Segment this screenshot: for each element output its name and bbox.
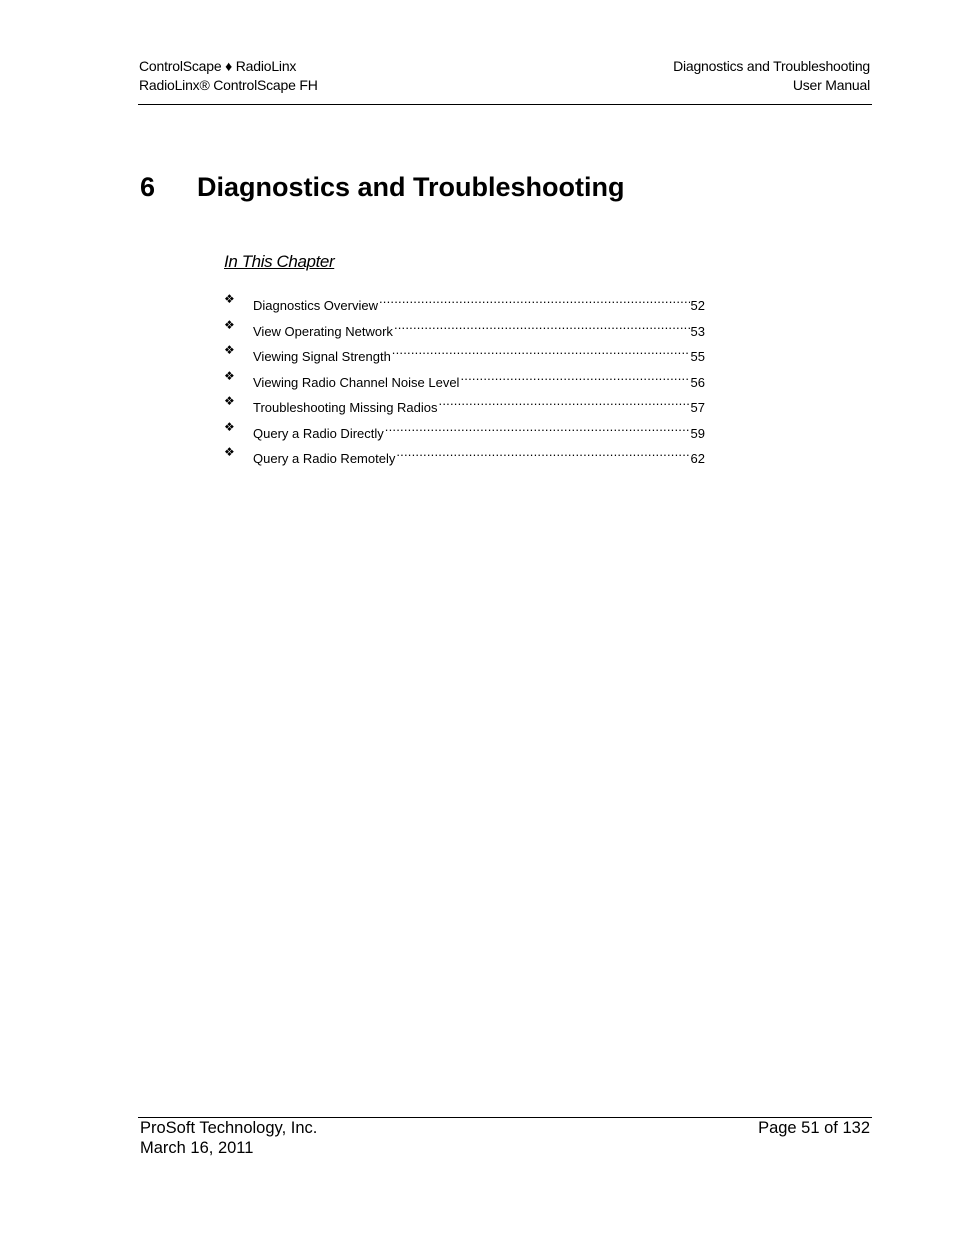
toc-dot-leader: [439, 390, 690, 412]
toc-dot-leader: [392, 339, 690, 361]
footer-left: [140, 1119, 317, 1158]
toc-item-page: 59: [690, 425, 705, 441]
toc-item-page: 52: [690, 298, 705, 313]
four-diamond-bullet-icon: ❖: [224, 419, 235, 434]
four-diamond-bullet-icon: ❖: [224, 292, 235, 306]
toc-dot-leader: [460, 365, 689, 387]
toc-item[interactable]: [224, 288, 705, 314]
footer-company: ProSoft Technology, Inc.: [140, 1119, 318, 1137]
footer-divider: [138, 1117, 872, 1118]
toc-dot-leader: [394, 314, 690, 336]
toc-item-title: Diagnostics Overview: [253, 298, 378, 313]
four-diamond-bullet-icon: ❖: [224, 368, 235, 383]
toc-item-page: 57: [690, 400, 705, 415]
toc-item-title: Viewing Signal Strength: [253, 349, 391, 364]
header-divider: [138, 104, 872, 105]
toc-item-page: 55: [690, 349, 705, 364]
toc-item-page: 56: [690, 374, 705, 390]
chapter-title: Diagnostics and Troubleshooting: [197, 172, 625, 202]
toc-item-title: Viewing Radio Channel Noise Level: [253, 374, 460, 390]
footer-date: March 16, 2011: [140, 1138, 254, 1157]
toc-dot-leader: [379, 288, 690, 310]
toc-item-page: 62: [690, 451, 705, 466]
toc-item[interactable]: [224, 390, 705, 416]
chapter-toc-list: [224, 288, 705, 467]
four-diamond-bullet-icon: ❖: [224, 317, 235, 332]
page-header: [139, 57, 870, 97]
header-section-title: Diagnostics and Troubleshooting: [673, 58, 870, 74]
footer-page-number: Page 51 of 132: [758, 1119, 870, 1137]
header-right: [673, 57, 870, 95]
toc-item[interactable]: [224, 416, 705, 442]
toc-dot-leader: [385, 416, 690, 438]
chapter-heading: [140, 169, 625, 205]
toc-item[interactable]: [224, 441, 705, 467]
four-diamond-bullet-icon: ❖: [224, 343, 235, 357]
toc-entry-link[interactable]: [253, 441, 705, 470]
toc-item[interactable]: [224, 339, 705, 365]
toc-item[interactable]: [224, 365, 705, 391]
header-product-subline: RadioLinx® ControlScape FH: [139, 77, 318, 93]
toc-item-title: Query a Radio Directly: [253, 425, 384, 441]
in-this-chapter-heading[interactable]: In This Chapter: [224, 252, 335, 271]
header-document-type: User Manual: [792, 77, 870, 93]
chapter-number: 6: [140, 172, 156, 202]
toc-item-title: Troubleshooting Missing Radios: [253, 400, 438, 415]
header-product-line: ControlScape ♦ RadioLinx: [139, 58, 297, 74]
toc-dot-leader: [396, 441, 689, 463]
toc-item-title: Query a Radio Remotely: [253, 451, 396, 466]
four-diamond-bullet-icon: ❖: [224, 445, 235, 459]
four-diamond-bullet-icon: ❖: [224, 394, 235, 408]
toc-item[interactable]: [224, 314, 705, 340]
toc-item-page: 53: [690, 323, 705, 339]
header-left: [139, 57, 318, 95]
toc-item-title: View Operating Network: [253, 323, 393, 339]
footer-right: [758, 1119, 870, 1139]
